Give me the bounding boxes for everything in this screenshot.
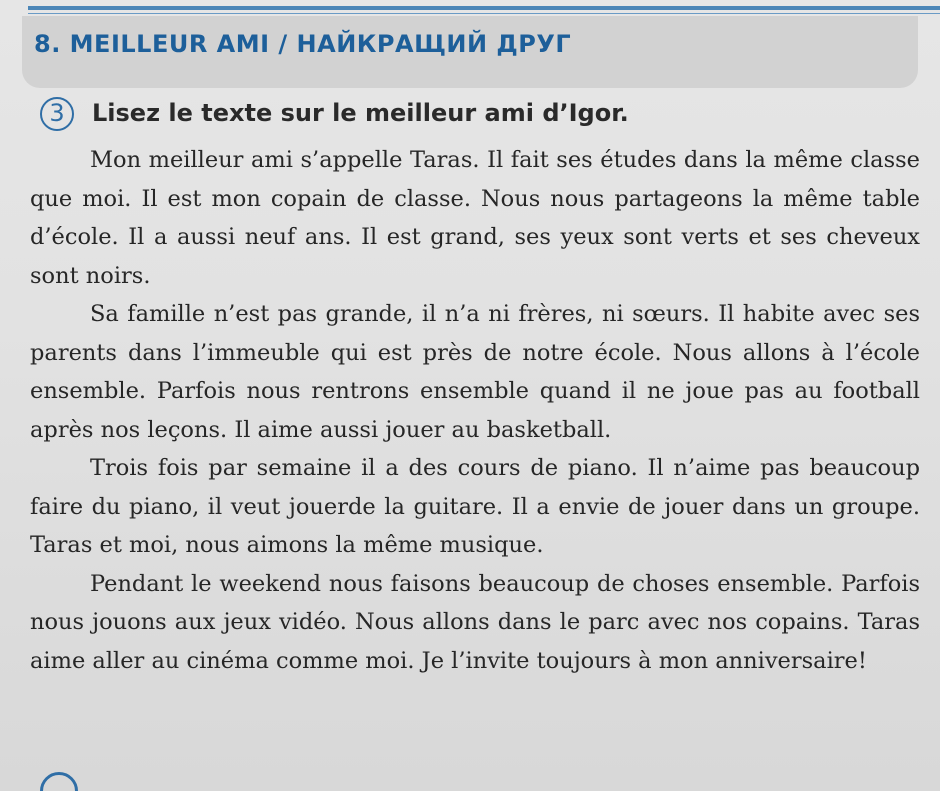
reading-text bbox=[30, 141, 920, 680]
exercise-instruction: Lisez le texte sur le meilleur ami d’Igor. bbox=[92, 99, 629, 127]
paragraph: Trois fois par semaine il a des cours de piano. Il n’aime pas beaucoup faire du piano, il veut jouerde la guitare. Il a envie de jouer dans un groupe. Taras et moi, nous aimons la même musique. bbox=[30, 455, 920, 558]
next-exercise-badge bbox=[40, 772, 78, 791]
top-rule bbox=[28, 6, 940, 10]
paragraph: Mon meilleur ami s’appelle Taras. Il fait ses études dans la même classe que moi. Il est mon copain de classe. Nous nous partageons la même table d’école. Il a aussi neuf ans. Il est grand, ses yeux sont verts et ses cheveux sont noirs. bbox=[30, 147, 920, 289]
exercise-number-badge: 3 bbox=[40, 97, 74, 131]
top-rule-thin bbox=[28, 13, 940, 14]
section-title: 8. MEILLEUR AMI / НАЙКРАЩИЙ ДРУГ bbox=[34, 30, 572, 58]
paragraph: Sa famille n’est pas grande, il n’a ni frères, ni sœurs. Il habite avec ses parents dans l’immeuble qui est près de notre école. Nous allons à l’école ensemble. Parfois nous rentrons ensemble quand il ne joue pas au football après nos leçons. Il aime aussi jouer au basketball. bbox=[30, 301, 920, 443]
paragraph: Pendant le weekend nous faisons beaucoup de choses ensemble. Parfois nous jouons aux jeux vidéo. Nous allons dans le parc avec nos copains. Taras aime aller au cinéma comme moi. Je l’invite toujours à mon anniversaire! bbox=[30, 570, 920, 674]
